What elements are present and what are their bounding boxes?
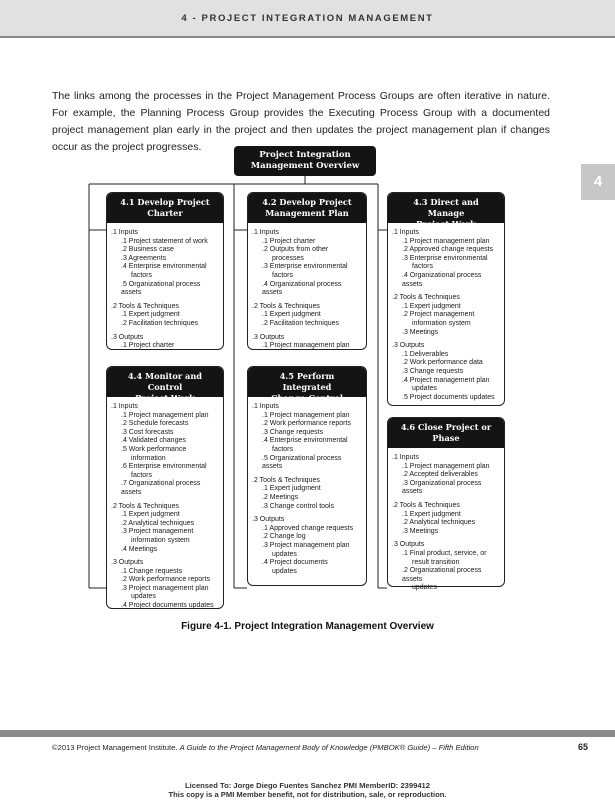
inputs-item: .1 Project statement of work	[121, 237, 208, 245]
outputs-item: .3 Project management plan	[262, 541, 350, 549]
tools-and-techniques-item: .2 Analytical techniques	[402, 519, 476, 527]
outputs-item: .4 Project documents	[262, 559, 328, 567]
inputs-heading: .1 Inputs	[252, 229, 279, 236]
outputs-heading: .3 Outputs	[392, 541, 425, 549]
process-title-line2: Charter	[147, 208, 183, 218]
inputs-heading: .1 Inputs	[111, 403, 138, 410]
intro-paragraph: The links among the processes in the Project Management Process Groups are often iterative in nature. For example, the Planning Process Group provides the Executing Process Group with a documented project management plan early in the project and then updates the project management plan if changes occur as the project progresses.	[52, 90, 550, 153]
inputs-heading: .1 Inputs	[392, 229, 419, 236]
outputs-heading: .3 Outputs	[111, 559, 144, 567]
inputs-heading: .1 Inputs	[252, 403, 279, 410]
process-body	[388, 448, 504, 602]
tools-and-techniques-section	[111, 503, 219, 555]
outputs-section	[252, 516, 362, 576]
license-line-2: This copy is a PMI Member benefit, not for distribution, sale, or reproduction.	[168, 790, 447, 799]
process-title	[388, 418, 504, 448]
outputs-item: .3 Project management plan	[121, 584, 209, 592]
process-title-line1: 4.3 Direct and Manage	[413, 197, 479, 218]
tools-and-techniques-item: .2 Meetings	[262, 493, 299, 501]
process-4-1-develop-project-charter	[106, 192, 224, 350]
outputs-heading: .3 Outputs	[392, 342, 425, 350]
inputs-item: .3 Change requests	[262, 428, 324, 436]
process-body	[388, 223, 504, 411]
inputs-item: factors	[131, 471, 153, 479]
tools-and-techniques-item: .3 Meetings	[402, 527, 439, 535]
inputs-item: .2 Business case	[121, 246, 174, 254]
outputs-item: .1 Final product, service, or	[402, 549, 487, 557]
inputs-item: factors	[131, 271, 153, 279]
inputs-item: .2 Outputs from other	[262, 246, 329, 254]
chapter-title: 4 - PROJECT INTEGRATION MANAGEMENT	[181, 13, 434, 24]
tools-and-techniques-heading: .2 Tools & Techniques	[111, 502, 179, 510]
process-4-4-monitor-and-control-project-work	[106, 366, 224, 609]
tools-and-techniques-item: information system	[131, 536, 190, 544]
outputs-item: .1 Deliverables	[402, 350, 449, 358]
tools-and-techniques-section	[252, 477, 362, 511]
process-4-6-close-project-or-phase	[387, 417, 505, 592]
process-title-line1: 4.4 Monitor and Control	[127, 371, 203, 392]
inputs-item: factors	[272, 445, 294, 453]
process-body	[248, 223, 366, 360]
inputs-item: .1 Project management plan	[402, 462, 490, 470]
outputs-item: .5 Project documents updates	[402, 393, 495, 401]
footer-divider	[0, 730, 615, 737]
inputs-item: .3 Enterprise environmental	[402, 254, 488, 262]
inputs-section	[392, 229, 500, 289]
outputs-item: .1 Change requests	[121, 567, 183, 575]
outputs-item: .2 Organizational process assets	[402, 567, 482, 583]
tools-and-techniques-item: information system	[412, 319, 471, 327]
tools-and-techniques-item: .1 Expert judgment	[121, 311, 180, 319]
process-4-3-direct-and-manage-project-work	[387, 192, 505, 406]
tools-and-techniques-item: .2 Facilitation techniques	[121, 319, 199, 327]
process-title	[248, 367, 366, 403]
root-title-line2: Management Overview	[250, 161, 360, 171]
process-title	[388, 193, 504, 229]
inputs-section	[392, 454, 500, 497]
outputs-heading: .3 Outputs	[252, 516, 285, 524]
tools-and-techniques-item: .3 Meetings	[402, 328, 439, 336]
inputs-item: .5 Organizational process assets	[121, 280, 201, 297]
tools-and-techniques-heading: .2 Tools & Techniques	[252, 476, 320, 484]
inputs-item: information	[131, 454, 166, 462]
inputs-item: .1 Project charter	[262, 237, 316, 245]
inputs-item: .2 Work performance reports	[262, 420, 351, 428]
tools-and-techniques-item: .1 Expert judgment	[262, 485, 321, 493]
tools-and-techniques-item: .3 Project management	[121, 528, 194, 536]
tools-and-techniques-item: .2 Facilitation techniques	[262, 319, 340, 327]
outputs-item: updates	[272, 567, 297, 575]
outputs-section	[111, 334, 219, 351]
tools-and-techniques-section	[111, 303, 219, 329]
process-title	[107, 367, 223, 403]
tools-and-techniques-item: .3 Change control tools	[262, 502, 334, 510]
inputs-heading: .1 Inputs	[392, 454, 419, 461]
tools-and-techniques-section	[252, 303, 362, 329]
outputs-section	[252, 334, 362, 351]
tools-and-techniques-item: .1 Expert judgment	[121, 511, 180, 519]
inputs-item: .7 Organizational process assets	[121, 480, 201, 496]
inputs-section	[111, 403, 219, 498]
inputs-item: .4 Enterprise environmental	[121, 263, 207, 271]
process-title-line1: 4.6 Close Project or	[400, 422, 492, 432]
outputs-item: .3 Change requests	[402, 367, 464, 375]
outputs-item: updates	[131, 593, 156, 601]
outputs-item: .2 Work performance reports	[121, 576, 210, 584]
inputs-item: .1 Project management plan	[402, 237, 490, 245]
inputs-heading: .1 Inputs	[111, 229, 138, 236]
inputs-item: .3 Organizational process assets	[402, 479, 482, 496]
process-title-line2: Management Plan	[265, 208, 349, 218]
outputs-item: .4 Project management plan	[402, 376, 490, 384]
root-title-line1: Project Integration	[259, 150, 351, 160]
inputs-item: .2 Accepted deliverables	[402, 471, 478, 479]
process-title-line2: Project Work	[135, 393, 195, 403]
inputs-item: .1 Project management plan	[262, 411, 350, 419]
outputs-item: .2 Change log	[262, 533, 306, 541]
tools-and-techniques-item: .1 Expert judgment	[402, 510, 461, 518]
inputs-item: .3 Cost forecasts	[121, 428, 174, 436]
tools-and-techniques-heading: .2 Tools & Techniques	[392, 501, 460, 509]
inputs-item: .4 Organizational process assets	[262, 280, 342, 297]
inputs-item: .5 Organizational process assets	[262, 454, 342, 471]
outputs-section	[392, 541, 500, 593]
outputs-heading: .3 Outputs	[252, 333, 285, 341]
inputs-item: .6 Enterprise environmental	[121, 463, 207, 471]
process-title-line1: 4.5 Perform Integrated	[279, 371, 335, 392]
process-title-line1: 4.1 Develop Project	[120, 197, 210, 207]
inputs-item: .4 Enterprise environmental	[262, 437, 348, 445]
chapter-tab-label: 4	[593, 173, 603, 190]
outputs-item: .1 Project management plan	[262, 342, 350, 350]
copyright-text: ©2013 Project Management Institute.	[52, 743, 178, 752]
outputs-item: .2 Work performance data	[402, 359, 483, 367]
outputs-item: .1 Project charter	[121, 342, 175, 350]
tools-and-techniques-heading: .2 Tools & Techniques	[111, 302, 179, 310]
process-title-line1: 4.2 Develop Project	[262, 197, 352, 207]
license-line-1: Licensed To: Jorge Diego Fuentes Sanchez PMI MemberID: 2399412	[184, 781, 431, 790]
inputs-item: .4 Validated changes	[121, 437, 186, 445]
outputs-item: result transition	[412, 558, 460, 566]
tools-and-techniques-section	[392, 294, 500, 337]
root-node-project-integration-management	[234, 146, 376, 176]
inputs-item: factors	[412, 263, 434, 271]
inputs-item: .2 Schedule forecasts	[121, 420, 189, 428]
process-4-5-perform-integrated-change-control	[247, 366, 367, 586]
inputs-item: .2 Approved change requests	[402, 246, 494, 254]
inputs-section	[252, 403, 362, 472]
inputs-item: .5 Work performance	[121, 445, 187, 453]
inputs-item: .3 Agreements	[121, 254, 167, 262]
book-title: A Guide to the Project Management Body of Knowledge (PMBOK® Guide) – Fifth Edition	[179, 743, 479, 752]
outputs-item: updates	[412, 385, 437, 393]
inputs-item: processes	[272, 254, 304, 262]
outputs-section	[111, 559, 219, 611]
process-title	[107, 193, 223, 223]
inputs-item: factors	[272, 271, 294, 279]
tools-and-techniques-item: .2 Project management	[402, 311, 475, 319]
tools-and-techniques-item: .4 Meetings	[121, 545, 158, 553]
process-body	[107, 397, 223, 620]
outputs-item: updates	[272, 550, 297, 558]
outputs-section	[392, 342, 500, 402]
outputs-heading: .3 Outputs	[111, 333, 144, 341]
tools-and-techniques-heading: .2 Tools & Techniques	[252, 302, 320, 310]
process-body	[248, 397, 366, 585]
page-number: 65	[578, 742, 589, 752]
tools-and-techniques-item: .2 Analytical techniques	[121, 519, 195, 527]
process-body	[107, 223, 223, 360]
footer-copyright	[52, 743, 479, 752]
license-notice	[0, 781, 615, 799]
process-title-line2: Change Control	[270, 393, 344, 403]
inputs-section	[111, 229, 219, 298]
process-4-2-develop-project-management-plan	[247, 192, 367, 350]
tools-and-techniques-item: .1 Expert judgment	[262, 311, 321, 319]
figure-caption: Figure 4-1. Project Integration Management Overview	[181, 621, 434, 632]
tools-and-techniques-section	[392, 502, 500, 536]
inputs-item: .3 Enterprise environmental	[262, 263, 348, 271]
tools-and-techniques-item: .1 Expert judgment	[402, 302, 461, 310]
process-title-line2: Phase	[432, 433, 460, 443]
process-title	[248, 193, 366, 223]
inputs-item: .4 Organizational process assets	[402, 271, 482, 288]
process-title-line2: Project Work	[416, 219, 476, 229]
inputs-section	[252, 229, 362, 298]
inputs-item: .1 Project management plan	[121, 411, 209, 419]
outputs-item: .4 Project documents updates	[121, 602, 214, 610]
outputs-item: .1 Approved change requests	[262, 524, 354, 532]
tools-and-techniques-heading: .2 Tools & Techniques	[392, 294, 460, 302]
outputs-item: updates	[412, 584, 437, 592]
